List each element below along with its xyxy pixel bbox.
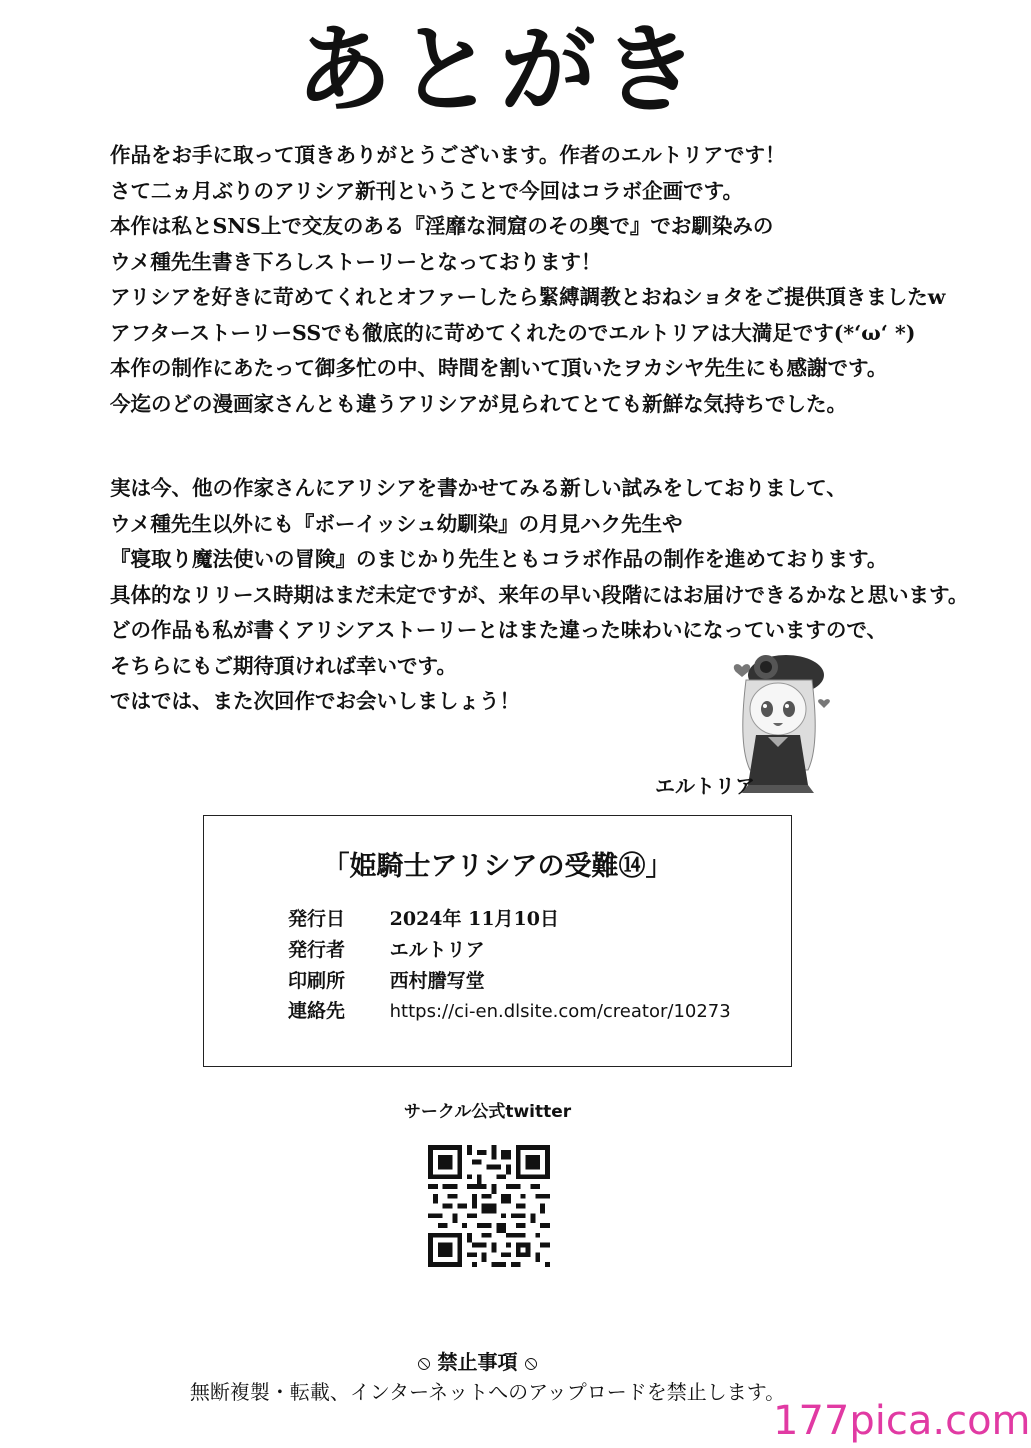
text-line: ではでは、また次回作でお会いしましょう！ [110,689,520,713]
author-signature: エルトリア [655,774,755,798]
colophon-box [203,815,792,1067]
circle-twitter-label: サークル公式twitter [403,1102,572,1122]
colophon-value: エルトリア [389,939,485,961]
colophon-label: 発行日 [288,908,346,930]
text-line: アフターストーリーSSでも徹底的に苛めてくれたのでエルトリアは大満足です(*‘ω‘ *) [110,320,916,345]
text-line: そちらにもご期待頂ければ幸いです。 [110,653,457,678]
colophon-row-contact [288,996,731,1023]
prohibition-heading-text: 禁止事項 [437,1350,518,1374]
colophon-value: 2024年 11月10日 [389,908,560,930]
prohibited-icon: ⦸ [524,1350,538,1374]
colophon-row-printer [288,966,485,993]
contact-url-link[interactable]: https://ci-en.dlsite.com/creator/10273 [389,1001,731,1022]
text-line: 本作は私とSNS上で交友のある『淫靡な洞窟のその奥で』でお馴染みの [110,214,774,238]
afterword-paragraph-1 [110,138,970,422]
text-line: さて二ヵ月ぶりのアリシア新刊ということで今回はコラボ企画です。 [110,178,744,203]
text-line: 具体的なリリース時期はまだ未定ですが、来年の早い段階にはお届けできるかなと思います。 [110,582,969,607]
prohibition-text: 無断複製・転載、インターネットへのアップロードを禁止します。 [189,1380,786,1404]
colophon-row-date [288,904,559,931]
heart-icon [734,664,750,677]
text-line: 作品をお手に取って頂きありがとうございます。作者のエルトリアです！ [110,143,786,167]
prohibition-heading [0,1346,955,1375]
text-line: ウメ種先生以外にも『ボーイッシュ幼馴染』の月見ハク先生や [110,511,683,536]
text-line: 本作の制作にあたって御多忙の中、時間を割いて頂いたヲカシヤ先生にも感謝です。 [110,356,888,380]
colophon-label: 印刷所 [288,970,346,992]
text-line: どの作品も私が書くアリシアストーリーとはまた違った味わいになっていますので、 [110,618,887,642]
colophon-label: 発行者 [288,939,346,961]
text-line: アリシアを好きに苛めてくれとオファーしたら緊縛調教とおねショタをご提供頂きましたw [110,285,946,309]
site-watermark: 177pica.com [773,1398,1031,1444]
prohibited-icon: ⦸ [417,1350,431,1374]
text-line: 『寝取り魔法使いの冒険』のまじかり先生ともコラボ作品の制作を進めております。 [110,547,888,571]
afterword-paragraph-2 [110,471,970,720]
text-line: 今迄のどの漫画家さんとも違うアリシアが見られてとても新鮮な気持ちでした。 [110,391,847,416]
text-line: ウメ種先生書き下ろしストーリーとなっております！ [110,249,602,274]
colophon-value: 西村謄写堂 [389,970,485,992]
colophon-label: 連絡先 [288,1000,346,1022]
afterword-title: あとがき [296,13,704,126]
qr-code[interactable] [428,1145,550,1267]
book-title: 「姫騎士アリシアの受難⑭」 [322,851,673,882]
colophon-row-publisher [288,935,485,962]
text-line: 実は今、他の作家さんにアリシアを書かせてみる新しい試みをしておりまして、 [110,476,847,500]
